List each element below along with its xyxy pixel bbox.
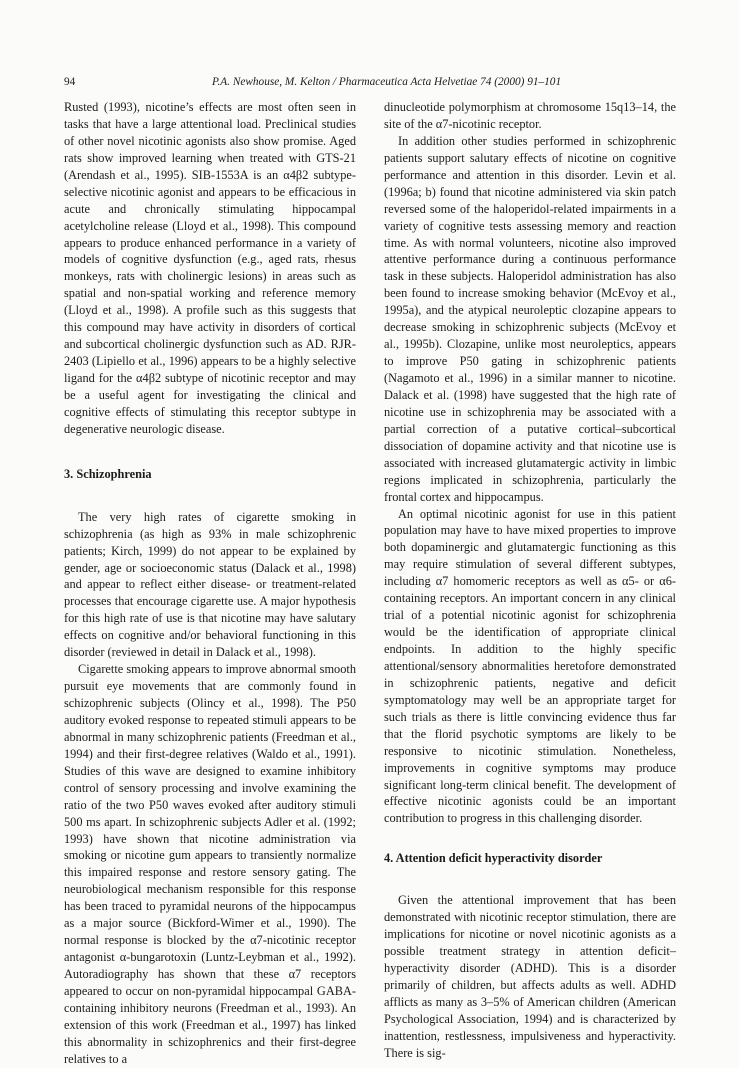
paragraph: The very high rates of cigarette smoking in schizophrenia (as high as 93% in male schizophrenic patients; Kirch, 1999) do not appear to be explained by gender, age or socioeconomic status (Dalack et al., 1998) and appear to reflect either disease- or treatment-related processes that encourage cigarette use. A major hypothesis for this high rate of use is that nicotine may have salutary effects on cognitive and/or behavioral functioning in this disorder (reviewed in detail in Dalack et al., 1998).: [64, 509, 356, 660]
running-head: P.A. Newhouse, M. Kelton / Pharmaceutica Acta Helvetiae 74 (2000) 91–101: [212, 76, 562, 88]
page-header: [64, 76, 676, 92]
section-heading-schizophrenia: 3. Schizophrenia: [64, 466, 152, 481]
paragraph: Given the attentional improvement that has been demonstrated with nicotinic receptor stimulation, there are implications for nicotine or novel nicotinic agonists as a possible treatment strategy in attention deficit–hyperactivity disorder (ADHD). This is a disorder primarily of children, but affects adults as well. ADHD afflicts as many as 3–5% of American children (American Psychological Association, 1994) and is characterized by inattention, restlessness, impulsiveness and hyperactivity. There is sig-: [384, 893, 676, 1060]
section-heading-adhd: 4. Attention deficit hyperactivity disorder: [384, 851, 603, 866]
paragraph: Rusted (1993), nicotine’s effects are most often seen in tasks that have a large attentional load. Preclinical studies of other novel nicotinic agonists also show promise. Aged rats show improved learning when treated with GTS-21 (Arendash et al., 1995). SIB-1553A is an α4β2 subtype-selective nicotinic agonist and appears to be efficacious in acute and chronically stimulating hippocampal acetylcholine release (Lloyd et al., 1998). This compound appears to produce enhanced performance in a variety of models of cognitive dysfunction (e.g., aged rats, rhesus monkeys, rats with cholinergic lesions) in areas such as spatial and non-spatial working and reference memory (Lloyd et al., 1998). A profile such as this suggests that this compound may have activity in disorders of cortical and subcortical cholinergic dysfunction such as AD. RJR-2403 (Lipiello et al., 1996) appears to be a highly selective ligand for the α4β2 subtype of nicotinic receptor and may be a useful agent for investigating the clinical and cognitive effects of stimulating this receptor subtype in degenerative neurologic disease.: [64, 100, 356, 436]
page-number: 94: [64, 76, 76, 88]
paragraph: Cigarette smoking appears to improve abnormal smooth pursuit eye movements that are commonly found in schizophrenic subjects (Olincy et al., 1998). The P50 auditory evoked response to repeated stimuli appears to be abnormal in many schizophrenic patients (Freedman et al., 1994) and their first-degree relatives (Waldo et al., 1991). Studies of this wave are designed to examine inhibitory control of sensory processing and involve examining the ratio of the two P50 waves evoked after auditory stimuli 500 ms apart. In schizophrenic subjects Adler et al. (1992; 1993) have shown that nicotine administration via smoking or nicotine gum appears to transiently normalize this impaired response and restore sensory gating. The neurobiological mechanism responsible for this response has been traced to pyramidal neurons of the hippocampus as a major source (Bickford-Wimer et al., 1990). The normal response is blocked by the α7-nicotinic receptor antagonist α-bungarotoxin (Luntz-Leybman et al., 1992). Autoradiography has shown that these α7 receptors appeared to occur on non-pyramidal hippocampal GABA-containing inhibitory neurons (Freedman et al., 1993). An extension of this work (Freedman et al., 1997) has linked this abnormality in schizophrenics and their first-degree relatives to a: [64, 662, 356, 1066]
left-column: [64, 99, 356, 1068]
paragraph: dinucleotide polymorphism at chromosome 15q13–14, the site of the α7-nicotinic receptor.: [384, 100, 676, 131]
paragraph: An optimal nicotinic agonist for use in this patient population may have to have mixed properties to improve both dopaminergic and glutamatergic functioning as this may require stimulation of several different subtypes, including α7 homomeric receptors as well as α5- or α6-containing receptors. An important concern in any clinical trial of a potential nicotinic agonist for schizophrenia would be the identification of appropriate clinical endpoints. In addition to the highly specific attentional/sensory abnormalities heretofore demonstrated in schizophrenic patients, negative and deficit symptomatology may well be an appropriate target for such trials as there is little convincing evidence thus far that the florid psychotic symptoms are likely to be responsive to nicotinic stimulation. Nonetheless, improvements in cognitive symptoms may produce significant long-term clinical benefit. The development of effective nicotinic agonists could be an important contribution to progress in this challenging disorder.: [384, 506, 676, 826]
right-column: [384, 99, 676, 1062]
paragraph: In addition other studies performed in schizophrenic patients support salutary effects of nicotine on cognitive performance and attention in this disorder. Levin et al. (1996a; b) found that nicotine administered via skin patch reversed some of the haloperidol-related impairments in a variety of cognitive tests assessing memory and reaction time. As with normal volunteers, nicotine also improved attentive performance during a continuous performance task in these subjects. Haloperidol administration has also been found to increase smoking behavior (McEvoy et al., 1995a), and the atypical neuroleptic clozapine appears to decrease smoking in schizophrenic subjects (McEvoy et al., 1995b). Clozapine, unlike most neuroleptics, appears to improve P50 gating in schizophrenic patients (Nagamoto et al., 1996) in a similar manner to nicotine. Dalack et al. (1998) have suggested that the high rate of nicotine use in schizophrenia may be associated with a partial correction of a putative cortical–subcortical dissociation of dopamine activity and that nicotine use is associated with increased glutamatergic activity in limbic regions implicated in schizophrenia, particularly the frontal cortex and hippocampus.: [384, 133, 676, 504]
